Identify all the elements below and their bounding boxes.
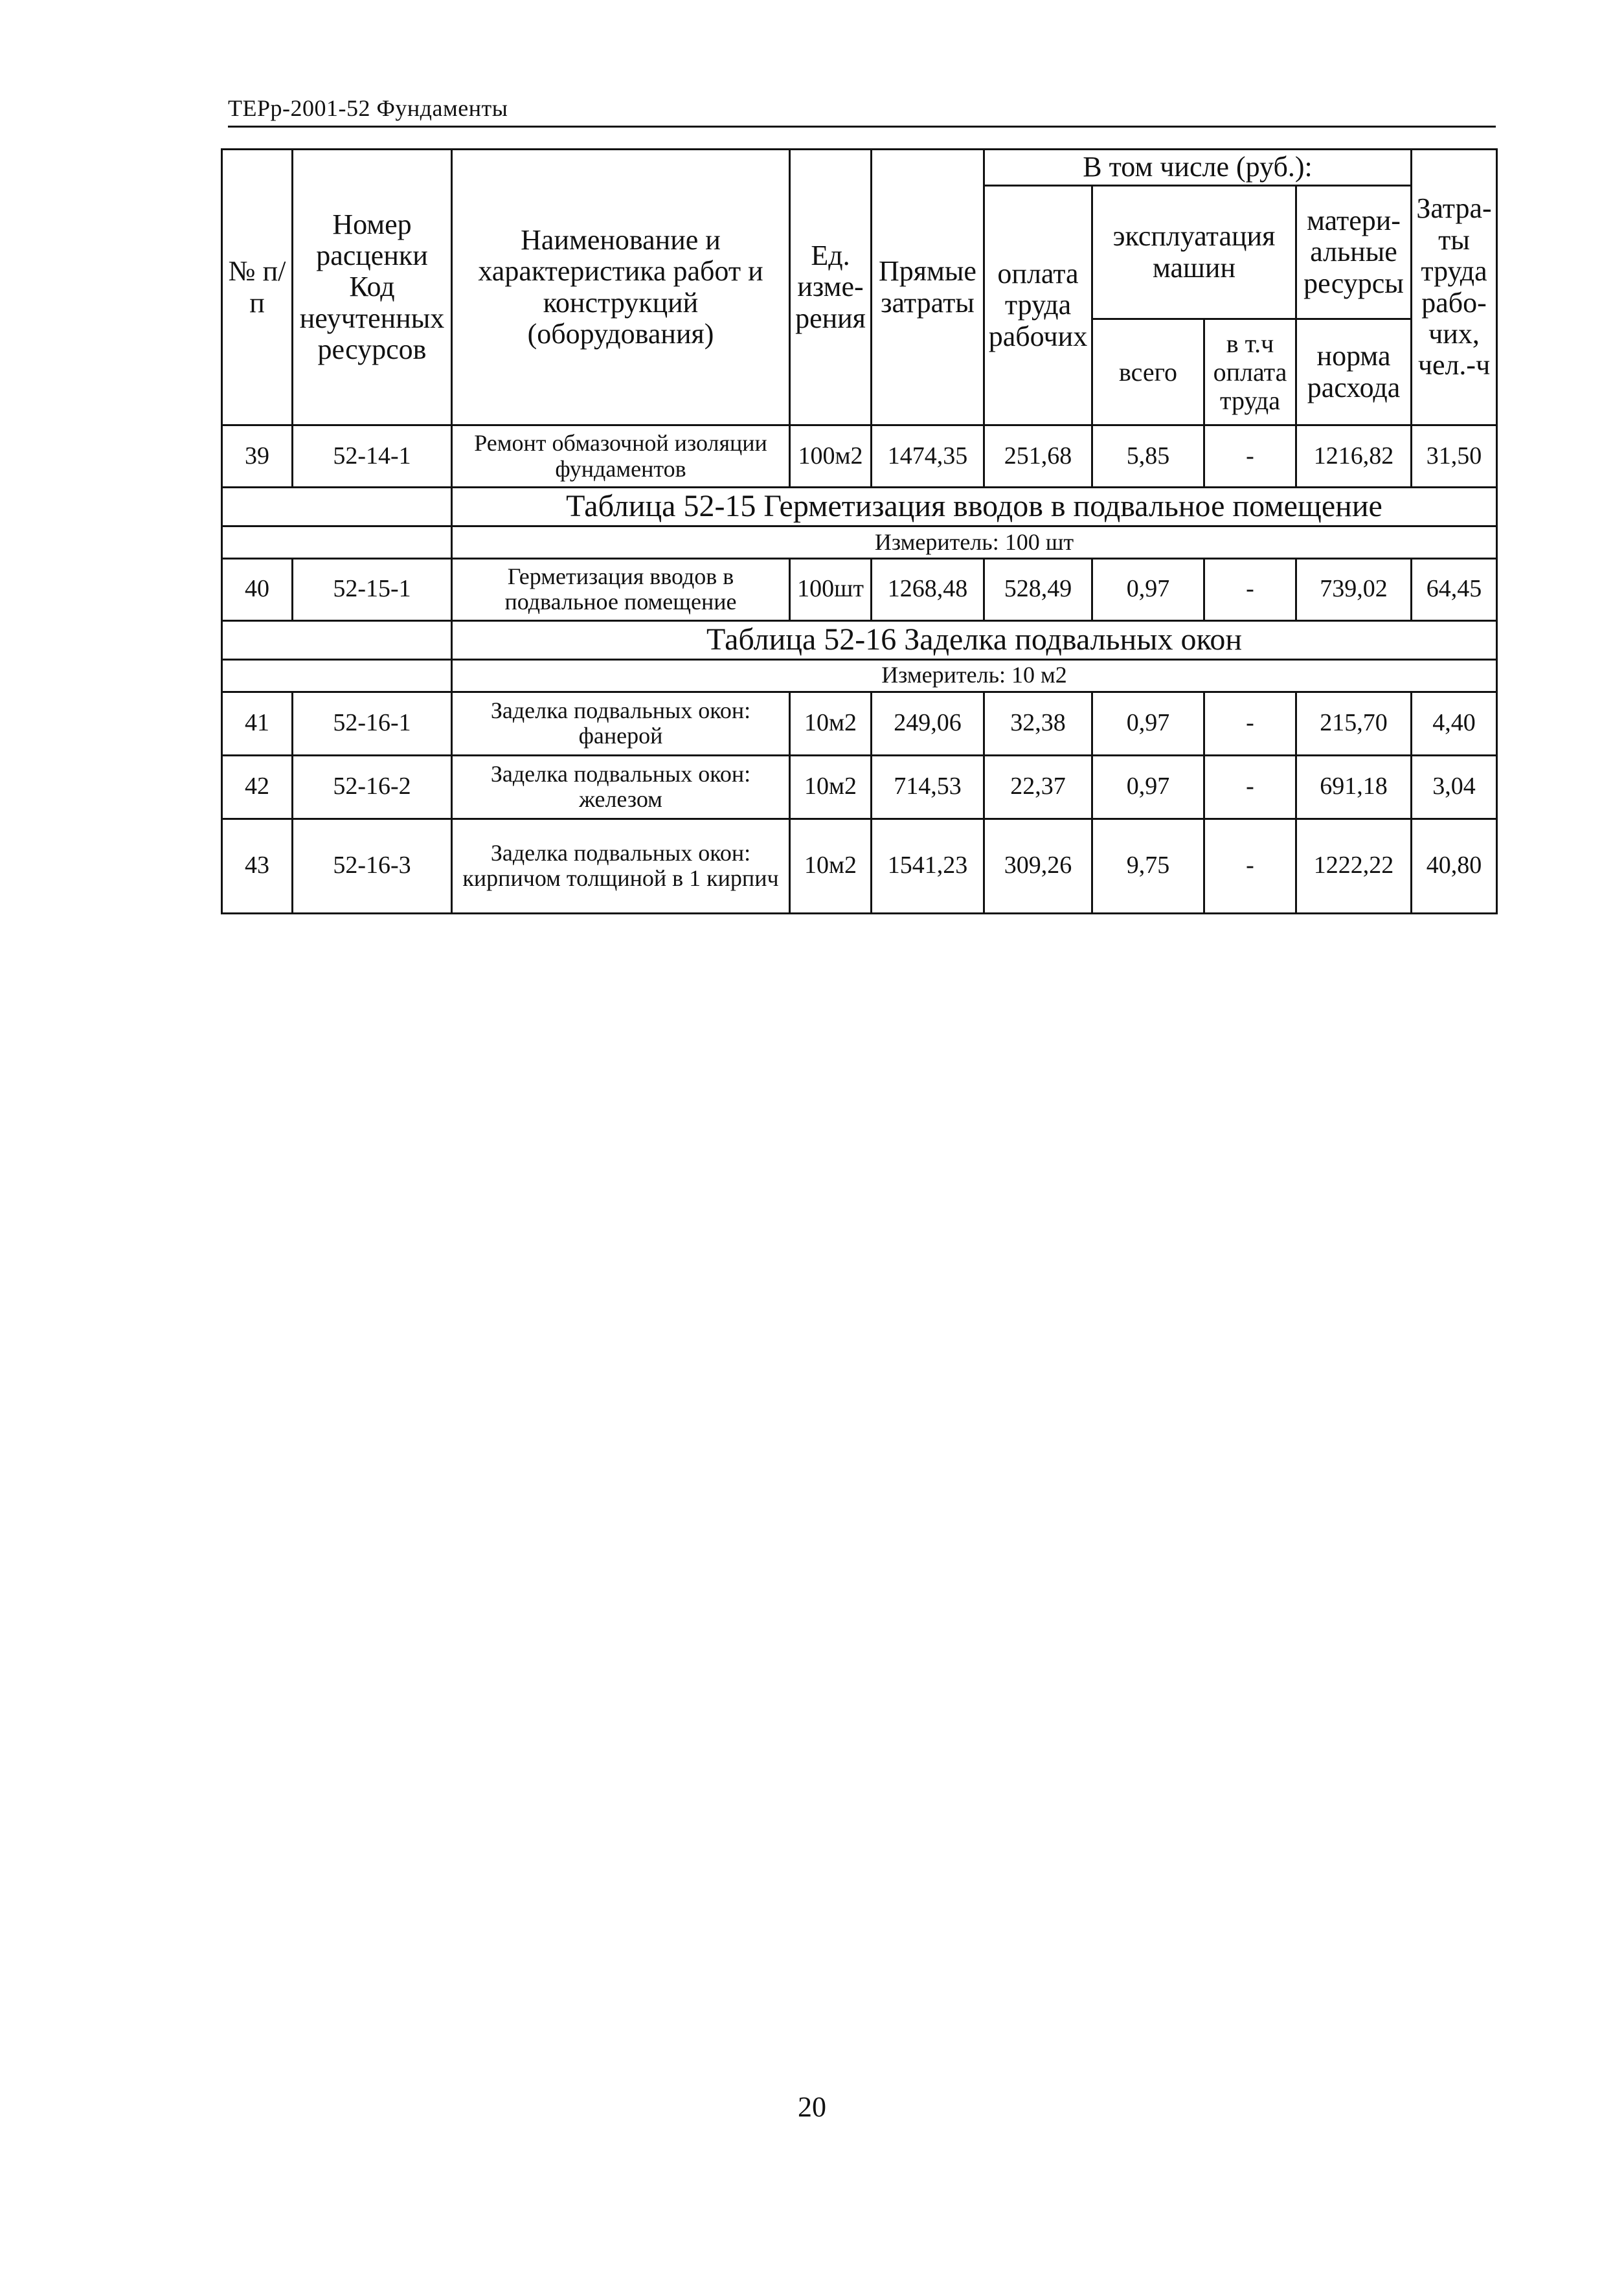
cell-materials: 215,70: [1296, 692, 1412, 755]
cell-no: 42: [222, 755, 293, 819]
section-title: Таблица 52-15 Герметизация вводов в подвальное помещение: [452, 488, 1497, 526]
cell-unit: 10м2: [790, 819, 872, 913]
cell-name: Ремонт обмазочной изоляции фундаментов: [452, 425, 790, 488]
cell-no: 40: [222, 558, 293, 620]
section-spacer: [222, 488, 452, 526]
table-row: [222, 755, 1497, 819]
col-header-labor-pay: оплата труда рабочих: [984, 186, 1092, 425]
col-header-code: Номер расценки Код неучтенных ресурсов: [293, 150, 452, 425]
col-header-machines: эксплуатация машин: [1092, 186, 1296, 319]
section-spacer: [222, 526, 452, 558]
col-header-direct: Прямые затраты: [872, 150, 984, 425]
cell-name: Заделка подвальных окон: фанерой: [452, 692, 790, 755]
col-header-materials: матери-альные ресурсы: [1296, 186, 1412, 319]
cell-machines-total: 0,97: [1092, 692, 1204, 755]
cell-machines-total: 0,97: [1092, 755, 1204, 819]
cell-labor-cost: 64,45: [1412, 558, 1497, 620]
table-row: [222, 819, 1497, 913]
cell-labor-pay: 32,38: [984, 692, 1092, 755]
page-header: [228, 89, 1496, 128]
cell-labor-pay: 22,37: [984, 755, 1092, 819]
header-row-1: [222, 150, 1497, 186]
cell-machines-pay: -: [1204, 819, 1296, 913]
cell-direct: 1268,48: [872, 558, 984, 620]
col-header-no: № п/п: [222, 150, 293, 425]
section-measure-row: [222, 659, 1497, 692]
section-measure: Измеритель: 100 шт: [452, 526, 1497, 558]
cell-direct: 714,53: [872, 755, 984, 819]
cell-labor-cost: 3,04: [1412, 755, 1497, 819]
col-header-name: Наименование и характеристика работ и конструкций (оборудования): [452, 150, 790, 425]
cell-materials: 1216,82: [1296, 425, 1412, 488]
table-row: [222, 425, 1497, 488]
cell-code: 52-14-1: [293, 425, 452, 488]
cell-materials: 691,18: [1296, 755, 1412, 819]
cell-machines-pay: -: [1204, 755, 1296, 819]
cell-name: Заделка подвальных окон: кирпичом толщиной в 1 кирпич: [452, 819, 790, 913]
cell-direct: 1541,23: [872, 819, 984, 913]
section-title-row: [222, 488, 1497, 526]
cell-labor-pay: 251,68: [984, 425, 1092, 488]
section-spacer: [222, 659, 452, 692]
cell-code: 52-16-3: [293, 819, 452, 913]
cell-no: 41: [222, 692, 293, 755]
section-measure: Измеритель: 10 м2: [452, 659, 1497, 692]
cell-machines-total: 5,85: [1092, 425, 1204, 488]
col-header-machines-pay: в т.ч оплата труда: [1204, 319, 1296, 425]
section-title-row: [222, 620, 1497, 659]
section-measure-row: [222, 526, 1497, 558]
cell-labor-cost: 40,80: [1412, 819, 1497, 913]
cell-unit: 100м2: [790, 425, 872, 488]
cell-labor-cost: 4,40: [1412, 692, 1497, 755]
cell-code: 52-15-1: [293, 558, 452, 620]
cell-code: 52-16-1: [293, 692, 452, 755]
col-header-norm: норма расхода: [1296, 319, 1412, 425]
cell-machines-pay: -: [1204, 425, 1296, 488]
cell-no: 43: [222, 819, 293, 913]
section-title: Таблица 52-16 Заделка подвальных окон: [452, 620, 1497, 659]
col-header-machines-total: всего: [1092, 319, 1204, 425]
col-header-including: В том числе (руб.):: [984, 150, 1412, 186]
cell-materials: 1222,22: [1296, 819, 1412, 913]
cell-labor-pay: 309,26: [984, 819, 1092, 913]
section-spacer: [222, 620, 452, 659]
table-row: [222, 692, 1497, 755]
cell-name: Герметизация вводов в подвальное помещение: [452, 558, 790, 620]
cell-unit: 10м2: [790, 755, 872, 819]
cell-machines-pay: -: [1204, 692, 1296, 755]
cell-code: 52-16-2: [293, 755, 452, 819]
cell-machines-pay: -: [1204, 558, 1296, 620]
cell-unit: 10м2: [790, 692, 872, 755]
cell-unit: 100шт: [790, 558, 872, 620]
document-title: ТЕРр-2001-52 Фундаменты: [228, 95, 508, 121]
cell-materials: 739,02: [1296, 558, 1412, 620]
table-row: [222, 558, 1497, 620]
cell-labor-pay: 528,49: [984, 558, 1092, 620]
cell-name: Заделка подвальных окон: железом: [452, 755, 790, 819]
col-header-labor-cost: Затра-ты труда рабо-чих, чел.-ч: [1412, 150, 1497, 425]
page-number: 20: [798, 2091, 826, 2123]
cell-machines-total: 9,75: [1092, 819, 1204, 913]
cell-direct: 249,06: [872, 692, 984, 755]
cell-labor-cost: 31,50: [1412, 425, 1497, 488]
cell-no: 39: [222, 425, 293, 488]
col-header-unit: Ед. изме-рения: [790, 150, 872, 425]
cell-direct: 1474,35: [872, 425, 984, 488]
cell-machines-total: 0,97: [1092, 558, 1204, 620]
rates-table: [221, 148, 1498, 914]
